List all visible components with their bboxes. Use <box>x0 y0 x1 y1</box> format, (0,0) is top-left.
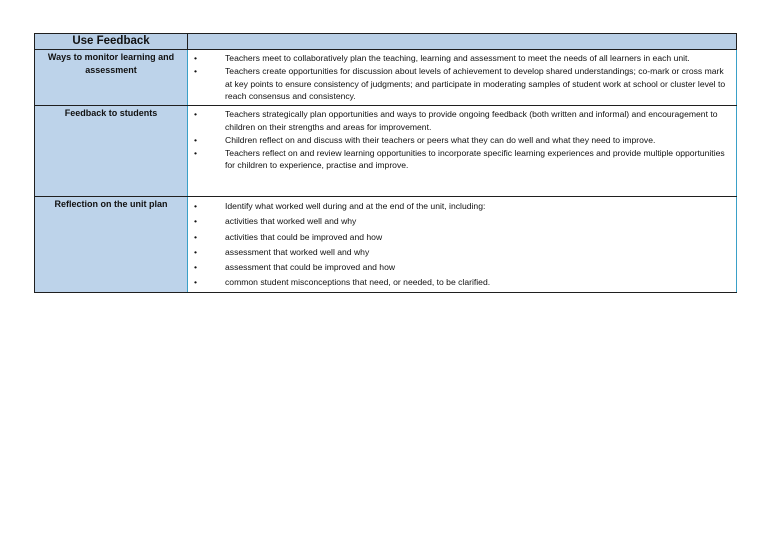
list-item <box>188 52 732 65</box>
list-item-text: Teachers reflect on and review learning opportunities to incorporate specific learning experiences and provide multiple opportunities for children to experience, practise and improve. <box>225 147 725 171</box>
bullet-list-feedback <box>188 106 736 174</box>
bullet-list-monitor <box>188 50 736 105</box>
bullet-icon: • <box>194 246 198 257</box>
table-header-row <box>35 34 737 50</box>
list-item <box>188 108 732 134</box>
list-item <box>188 245 732 260</box>
use-feedback-table <box>34 33 737 293</box>
bullet-icon: • <box>194 109 198 120</box>
bullet-icon: • <box>194 216 198 227</box>
list-item <box>188 147 732 173</box>
table-row-monitor <box>35 50 737 106</box>
list-item-text: assessment that could be improved and how <box>225 262 396 272</box>
bullet-icon: • <box>194 262 198 272</box>
row-label-reflection: Reflection on the unit plan <box>35 197 188 293</box>
table-header-empty-cell <box>188 34 737 50</box>
bullet-list-reflection <box>188 197 736 292</box>
bullet-icon: • <box>194 53 198 63</box>
list-item <box>188 199 732 214</box>
table-row-reflection <box>35 197 737 293</box>
list-item <box>188 65 732 103</box>
bullet-icon: • <box>194 147 198 158</box>
list-item-text: Teachers create opportunities for discussion about levels of achievement to develop shared understandings; co-mark or cross mark at key points to ensure consistency of judgments; and participate in moderating samples of student work at school or cluster level to reach consensus and consistency. <box>225 65 726 102</box>
list-item-text: activities that could be improved and how <box>225 231 383 242</box>
table-title: Use Feedback <box>35 34 188 50</box>
list-item <box>188 230 732 245</box>
row-content-monitor <box>188 50 737 106</box>
list-item-text: activities that worked well and why <box>225 216 357 227</box>
row-label-monitor: Ways to monitor learning and assessment <box>35 50 188 106</box>
list-item <box>188 214 732 229</box>
list-item <box>188 260 732 275</box>
list-item-text: Children reflect on and discuss with their teachers or peers what they can do well and what they need to improve. <box>225 134 656 145</box>
bullet-icon: • <box>194 201 198 212</box>
list-item-text: Identify what worked well during and at the end of the unit, including: <box>225 201 486 212</box>
list-item <box>188 134 732 147</box>
list-item-text: common student misconceptions that need, or needed, to be clarified. <box>225 277 491 288</box>
list-item-text: assessment that worked well and why <box>225 246 370 257</box>
row-label-feedback: Feedback to students <box>35 106 188 197</box>
bullet-icon: • <box>194 134 198 145</box>
bullet-icon: • <box>194 277 198 288</box>
table-row-feedback <box>35 106 737 197</box>
bullet-icon: • <box>194 231 198 242</box>
list-item-text: Teachers meet to collaboratively plan the teaching, learning and assessment to meet the needs of all learners in each unit. <box>225 53 690 63</box>
row-content-reflection <box>188 197 737 293</box>
row-content-feedback <box>188 106 737 197</box>
list-item <box>188 275 732 290</box>
list-item-text: Teachers strategically plan opportunities and ways to provide ongoing feedback (both written and informal) and encouragement to children on their strengths and areas for improvement. <box>225 109 718 132</box>
bullet-icon: • <box>194 65 198 76</box>
